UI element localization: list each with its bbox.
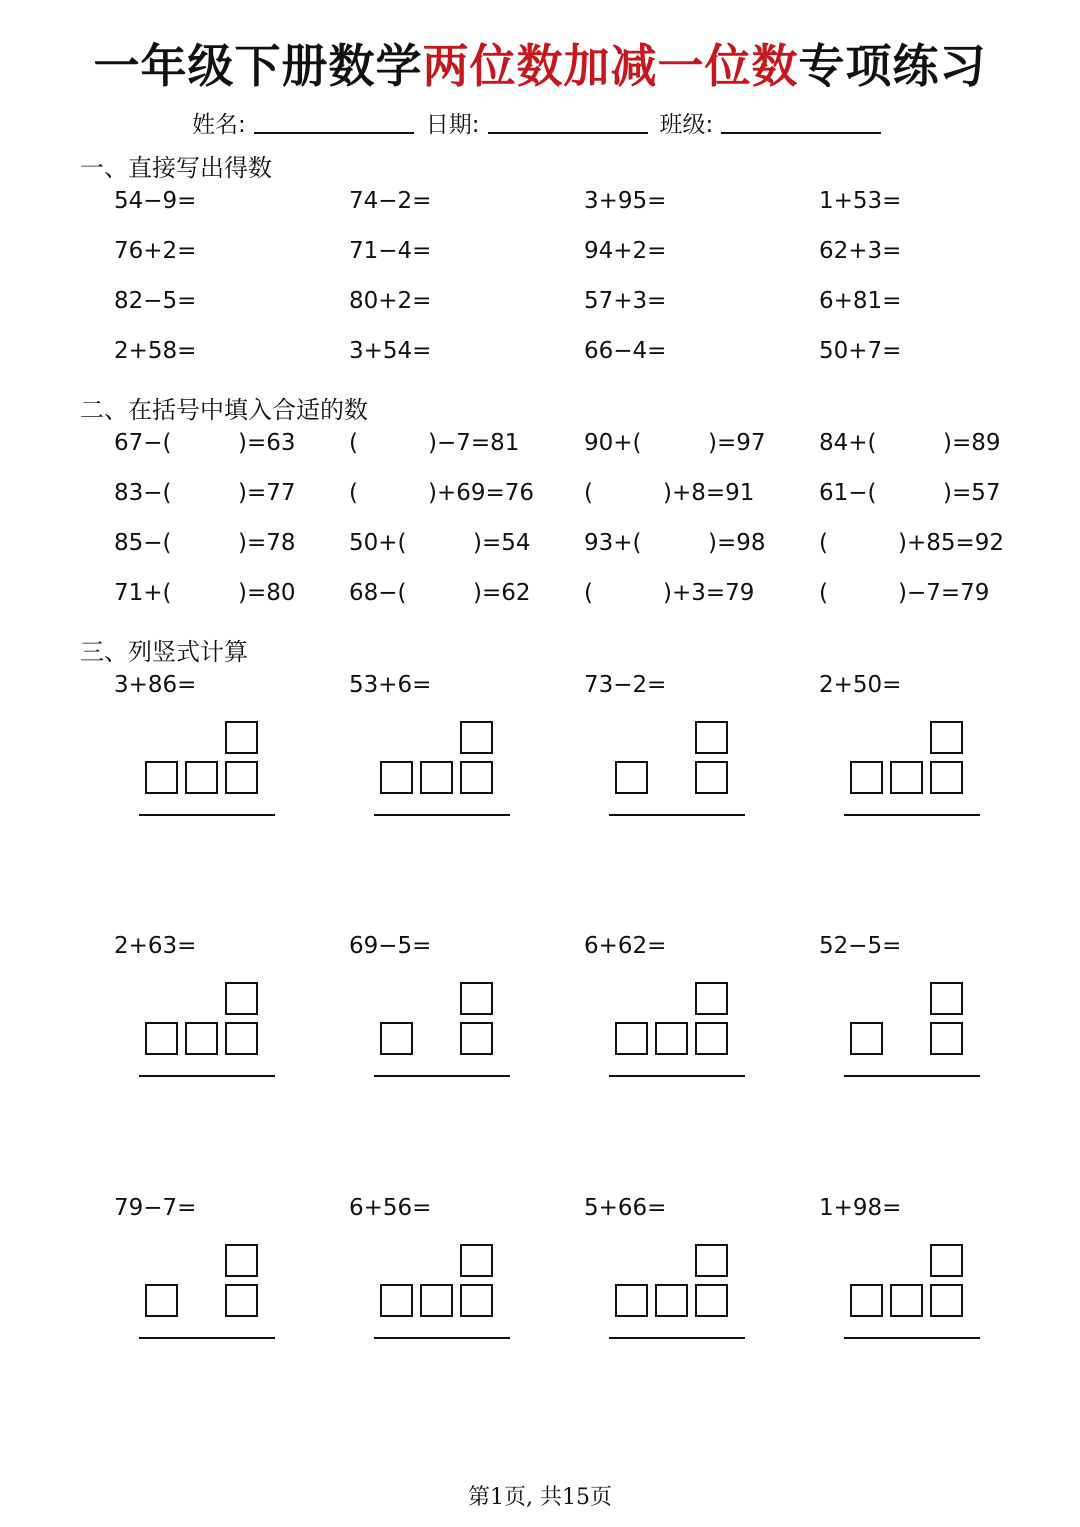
fill-in-blank-question xyxy=(114,530,326,560)
answer-box[interactable] xyxy=(145,1284,178,1317)
page-title xyxy=(0,30,1080,96)
answer-box[interactable] xyxy=(615,1284,648,1317)
title-part-3: 专项练习 xyxy=(798,39,987,93)
title-part-1: 一年级下册数学 xyxy=(93,39,423,93)
calc-line xyxy=(374,1075,510,1077)
answer-box[interactable] xyxy=(655,1022,688,1055)
answer-box[interactable] xyxy=(225,721,258,754)
fill-in-blank-question xyxy=(584,580,796,610)
vertical-calc-grid xyxy=(609,982,745,1077)
left-part: 90+( xyxy=(584,430,642,456)
calc-line xyxy=(139,1337,275,1339)
vertical-calc-grid xyxy=(374,1244,510,1339)
fill-in-blank-question xyxy=(819,580,1031,610)
answer-box[interactable] xyxy=(695,721,728,754)
fill-in-blank-question xyxy=(114,430,326,460)
left-part: ( xyxy=(819,580,828,606)
fill-in-blank-question xyxy=(584,480,796,510)
left-part: ( xyxy=(584,480,593,506)
fill-in-blank-question xyxy=(349,430,561,460)
vertical-calc-grid xyxy=(609,1244,745,1339)
left-part: ( xyxy=(349,430,358,456)
answer-box[interactable] xyxy=(695,1022,728,1055)
date-blank[interactable] xyxy=(488,131,648,134)
right-part: )−7=81 xyxy=(428,430,520,456)
calc-line xyxy=(374,814,510,816)
right-part: )+3=79 xyxy=(663,580,755,606)
answer-box[interactable] xyxy=(890,761,923,794)
class-label: 班级: xyxy=(659,112,714,138)
left-part: 83−( xyxy=(114,480,172,506)
vertical-calc-question: 69−5= xyxy=(349,933,432,959)
vertical-calc-grid xyxy=(844,982,980,1077)
section-3-title: 三、列竖式计算 xyxy=(80,638,248,666)
right-part: )−7=79 xyxy=(898,580,990,606)
answer-box[interactable] xyxy=(890,1284,923,1317)
title-part-2: 两位数加减一位数 xyxy=(422,39,799,93)
answer-box[interactable] xyxy=(185,1022,218,1055)
arithmetic-question: 3+95= xyxy=(584,188,667,214)
arithmetic-question: 3+54= xyxy=(349,338,432,364)
calc-line xyxy=(139,814,275,816)
answer-box[interactable] xyxy=(460,982,493,1015)
right-part: )=57 xyxy=(943,480,1001,506)
answer-box[interactable] xyxy=(930,1022,963,1055)
date-label: 日期: xyxy=(425,112,480,138)
name-label: 姓名: xyxy=(192,112,246,138)
arithmetic-question: 82−5= xyxy=(114,288,197,314)
left-part: 61−( xyxy=(819,480,877,506)
answer-box[interactable] xyxy=(930,982,963,1015)
calc-line xyxy=(844,1337,980,1339)
fill-in-blank-question xyxy=(349,530,561,560)
right-part: )=78 xyxy=(238,530,296,556)
fill-in-blank-question xyxy=(349,580,561,610)
answer-box[interactable] xyxy=(460,1022,493,1055)
left-part: 71+( xyxy=(114,580,172,606)
arithmetic-question: 6+81= xyxy=(819,288,902,314)
vertical-calc-question: 5+66= xyxy=(584,1195,667,1221)
vertical-calc-question: 52−5= xyxy=(819,933,902,959)
fill-in-blank-question xyxy=(349,480,561,510)
answer-box[interactable] xyxy=(655,1284,688,1317)
fill-in-blank-question xyxy=(584,430,796,460)
answer-box[interactable] xyxy=(420,1284,453,1317)
arithmetic-question: 62+3= xyxy=(819,238,902,264)
vertical-calc-grid xyxy=(609,721,745,816)
calc-line xyxy=(844,814,980,816)
vertical-calc-question: 3+86= xyxy=(114,672,197,698)
answer-box[interactable] xyxy=(695,1284,728,1317)
answer-box[interactable] xyxy=(460,1244,493,1277)
vertical-calc-question: 79−7= xyxy=(114,1195,197,1221)
calc-line xyxy=(609,1075,745,1077)
answer-box[interactable] xyxy=(380,1022,413,1055)
answer-box[interactable] xyxy=(930,1244,963,1277)
answer-box[interactable] xyxy=(460,761,493,794)
arithmetic-question: 66−4= xyxy=(584,338,667,364)
fill-in-blank-question xyxy=(114,480,326,510)
answer-box[interactable] xyxy=(695,1244,728,1277)
vertical-calc-question: 6+56= xyxy=(349,1195,432,1221)
vertical-calc-grid xyxy=(844,1244,980,1339)
answer-box[interactable] xyxy=(460,721,493,754)
name-blank[interactable] xyxy=(254,131,414,134)
answer-box[interactable] xyxy=(695,761,728,794)
fill-in-blank-question xyxy=(114,580,326,610)
page-footer: 第1页, 共15页 xyxy=(468,1485,612,1510)
arithmetic-question: 1+53= xyxy=(819,188,902,214)
right-part: )=80 xyxy=(238,580,296,606)
calc-line xyxy=(139,1075,275,1077)
vertical-calc-question: 53+6= xyxy=(349,672,432,698)
arithmetic-question: 80+2= xyxy=(349,288,432,314)
answer-box[interactable] xyxy=(225,761,258,794)
vertical-calc-question: 73−2= xyxy=(584,672,667,698)
answer-box[interactable] xyxy=(460,1284,493,1317)
arithmetic-question: 71−4= xyxy=(349,238,432,264)
fill-in-blank-question xyxy=(584,530,796,560)
calc-line xyxy=(844,1075,980,1077)
answer-box[interactable] xyxy=(145,1022,178,1055)
fill-in-blank-question xyxy=(819,530,1031,560)
right-part: )+69=76 xyxy=(428,480,535,506)
student-info-row xyxy=(192,106,893,139)
left-part: 50+( xyxy=(349,530,407,556)
answer-box[interactable] xyxy=(615,761,648,794)
right-part: )=77 xyxy=(238,480,296,506)
right-part: )=62 xyxy=(473,580,531,606)
answer-box[interactable] xyxy=(225,982,258,1015)
vertical-calc-question: 2+50= xyxy=(819,672,902,698)
left-part: 84+( xyxy=(819,430,877,456)
fill-in-blank-question xyxy=(819,480,1031,510)
calc-line xyxy=(374,1337,510,1339)
left-part: ( xyxy=(819,530,828,556)
answer-box[interactable] xyxy=(225,1244,258,1277)
answer-box[interactable] xyxy=(225,1284,258,1317)
fill-in-blank-question xyxy=(819,430,1031,460)
answer-box[interactable] xyxy=(850,761,883,794)
left-part: ( xyxy=(584,580,593,606)
left-part: 68−( xyxy=(349,580,407,606)
vertical-calc-grid xyxy=(844,721,980,816)
arithmetic-question: 94+2= xyxy=(584,238,667,264)
answer-box[interactable] xyxy=(695,982,728,1015)
answer-box[interactable] xyxy=(145,761,178,794)
class-blank[interactable] xyxy=(721,131,881,134)
vertical-calc-grid xyxy=(139,982,275,1077)
answer-box[interactable] xyxy=(615,1022,648,1055)
arithmetic-question: 2+58= xyxy=(114,338,197,364)
section-1-title: 一、直接写出得数 xyxy=(80,154,272,182)
answer-box[interactable] xyxy=(225,1022,258,1055)
answer-box[interactable] xyxy=(380,761,413,794)
section-2-title: 二、在括号中填入合适的数 xyxy=(80,396,368,424)
arithmetic-question: 50+7= xyxy=(819,338,902,364)
vertical-calc-question: 2+63= xyxy=(114,933,197,959)
right-part: )=54 xyxy=(473,530,531,556)
vertical-calc-grid xyxy=(139,1244,275,1339)
arithmetic-question: 54−9= xyxy=(114,188,197,214)
arithmetic-question: 74−2= xyxy=(349,188,432,214)
answer-box[interactable] xyxy=(850,1284,883,1317)
left-part: 67−( xyxy=(114,430,172,456)
arithmetic-question: 76+2= xyxy=(114,238,197,264)
answer-box[interactable] xyxy=(185,761,218,794)
right-part: )+85=92 xyxy=(898,530,1005,556)
vertical-calc-grid xyxy=(374,982,510,1077)
answer-box[interactable] xyxy=(930,721,963,754)
right-part: )=63 xyxy=(238,430,296,456)
vertical-calc-grid xyxy=(139,721,275,816)
right-part: )=98 xyxy=(708,530,766,556)
right-part: )=97 xyxy=(708,430,766,456)
arithmetic-question: 57+3= xyxy=(584,288,667,314)
left-part: 85−( xyxy=(114,530,172,556)
right-part: )=89 xyxy=(943,430,1001,456)
answer-box[interactable] xyxy=(850,1022,883,1055)
right-part: )+8=91 xyxy=(663,480,755,506)
answer-box[interactable] xyxy=(930,1284,963,1317)
answer-box[interactable] xyxy=(930,761,963,794)
calc-line xyxy=(609,814,745,816)
vertical-calc-question: 6+62= xyxy=(584,933,667,959)
left-part: 93+( xyxy=(584,530,642,556)
calc-line xyxy=(609,1337,745,1339)
left-part: ( xyxy=(349,480,358,506)
vertical-calc-question: 1+98= xyxy=(819,1195,902,1221)
answer-box[interactable] xyxy=(420,761,453,794)
vertical-calc-grid xyxy=(374,721,510,816)
answer-box[interactable] xyxy=(380,1284,413,1317)
